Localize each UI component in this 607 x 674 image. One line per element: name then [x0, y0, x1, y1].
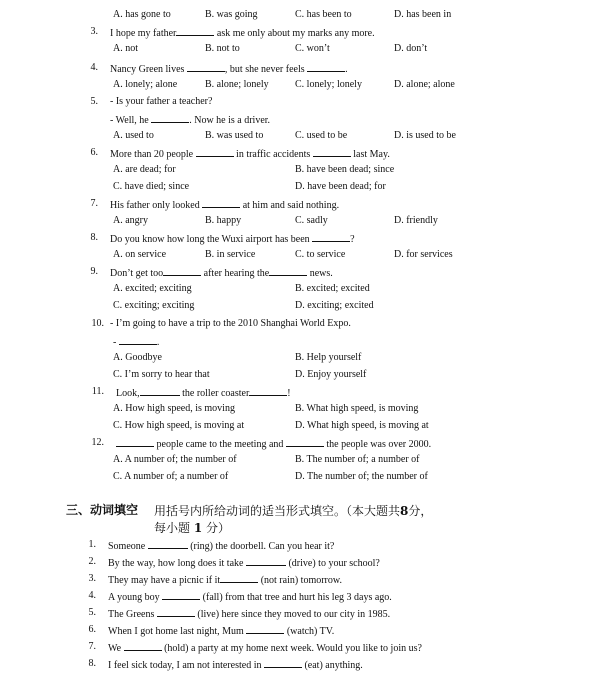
q5-option-d[interactable]: D. is used to be	[394, 130, 456, 141]
fill-item: They may have a picnic if it (not rain) tomorrow.	[108, 575, 342, 586]
q3-option-a[interactable]: A. not	[113, 43, 138, 54]
q12-option-c[interactable]: C. A number of; a number of	[113, 471, 229, 482]
q11-option-b[interactable]: B. What high speed, is moving	[295, 403, 419, 414]
q6-option-d[interactable]: D. have been dead; for	[295, 181, 386, 192]
answer-blank[interactable]	[286, 437, 324, 447]
answer-blank[interactable]	[124, 641, 162, 651]
q4-option-c[interactable]: C. lonely; lonely	[295, 79, 362, 90]
q10-option-d[interactable]: D. Enjoy yourself	[295, 369, 367, 380]
fill-number: 8.	[88, 658, 96, 669]
q3-option-c[interactable]: C. won’t	[295, 43, 330, 54]
question-number: 5.	[90, 96, 98, 107]
question-text: Don’t get too after hearing the news.	[110, 268, 333, 279]
q3-option-b[interactable]: B. not to	[205, 43, 240, 54]
fill-number: 5.	[88, 607, 96, 618]
question-number: 12.	[91, 437, 104, 448]
question-text: - I’m going to have a trip to the 2010 Shanghai World Expo.	[110, 318, 351, 329]
q11-option-c[interactable]: C. How high speed, is moving at	[113, 420, 245, 431]
answer-blank[interactable]	[187, 62, 225, 72]
fill-number: 2.	[88, 556, 96, 567]
q10-option-b[interactable]: B. Help yourself	[295, 352, 362, 363]
question-number: 10.	[91, 318, 104, 329]
question-text: Nancy Green lives , but she never feels .	[110, 64, 348, 75]
answer-blank[interactable]	[148, 539, 188, 549]
q6-option-c[interactable]: C. have died; since	[113, 181, 190, 192]
fill-item: A young boy (fall) from that tree and hurt his leg 3 days ago.	[108, 592, 392, 603]
section-instructions: 每小题 1 分）	[154, 521, 231, 535]
q8-option-b[interactable]: B. in service	[205, 249, 256, 260]
q4-option-d[interactable]: D. alone; alone	[394, 79, 455, 90]
q7-option-c[interactable]: C. sadly	[295, 215, 328, 226]
question-text: - Well, he . Now he is a driver.	[110, 115, 271, 126]
question-number: 3.	[90, 26, 98, 37]
question-number: 4.	[90, 62, 98, 73]
q5-option-b[interactable]: B. was used to	[205, 130, 264, 141]
answer-blank[interactable]	[307, 62, 345, 72]
q7-option-a[interactable]: A. angry	[113, 215, 148, 226]
answer-blank[interactable]	[220, 573, 258, 583]
q4-option-a[interactable]: A. lonely; alone	[113, 79, 178, 90]
answer-blank[interactable]	[246, 624, 284, 634]
question-number: 11.	[91, 386, 104, 397]
q9-option-c[interactable]: C. exciting; exciting	[113, 300, 195, 311]
q8-option-d[interactable]: D. for services	[394, 249, 453, 260]
q5-option-c[interactable]: C. used to be	[295, 130, 348, 141]
question-text: people came to the meeting and the people was over 2000.	[116, 437, 431, 451]
q8-option-a[interactable]: A. on service	[113, 249, 167, 260]
answer-blank[interactable]	[140, 386, 180, 396]
fill-item: We (hold) a party at my home next week. Would you like to join us?	[108, 643, 422, 654]
answer-blank[interactable]	[246, 556, 286, 566]
q12-option-b[interactable]: B. The number of; a number of	[295, 454, 420, 465]
q10-option-c[interactable]: C. I’m sorry to hear that	[113, 369, 210, 380]
fill-item: Someone (ring) the doorbell. Can you hear it?	[108, 541, 335, 552]
q6-option-b[interactable]: B. have been dead; since	[295, 164, 395, 175]
fill-item: When I got home last night, Mum (watch) TV.	[108, 626, 335, 637]
answer-blank[interactable]	[196, 147, 234, 157]
fill-item: The Greens (live) here since they moved to our city in 1985.	[108, 609, 391, 620]
question-number: 6.	[90, 147, 98, 158]
q10-option-a[interactable]: A. Goodbye	[113, 352, 162, 363]
q11-option-d[interactable]: D. What high speed, is moving at	[295, 420, 429, 431]
q9-option-b[interactable]: B. excited; excited	[295, 283, 370, 294]
question-text: More than 20 people in traffic accidents last May.	[110, 149, 390, 160]
answer-blank[interactable]	[202, 198, 240, 208]
section-title: 三、动词填空	[66, 503, 139, 517]
fill-number: 1.	[88, 539, 96, 550]
answer-blank[interactable]	[119, 335, 157, 345]
answer-blank[interactable]	[163, 266, 201, 276]
q12-option-a[interactable]: A. A number of; the number of	[113, 454, 237, 465]
q12-option-d[interactable]: D. The number of; the number of	[295, 471, 428, 482]
question-text: Do you know how long the Wuxi airport has been ?	[110, 234, 355, 245]
answer-blank[interactable]	[176, 26, 214, 36]
q3-option-d[interactable]: D. don’t	[394, 43, 428, 54]
fill-number: 6.	[88, 624, 96, 635]
answer-blank[interactable]	[162, 590, 200, 600]
question-text: Look, the roller coaster !	[116, 388, 291, 399]
answer-blank[interactable]	[313, 147, 351, 157]
q7-option-d[interactable]: D. friendly	[394, 215, 438, 226]
question-text: His father only looked at him and said nothing.	[110, 200, 340, 211]
q6-option-a[interactable]: A. are dead; for	[113, 164, 176, 175]
q2-option-c[interactable]: C. has been to	[295, 9, 352, 20]
q11-option-a[interactable]: A. How high speed, is moving	[113, 403, 235, 414]
answer-blank[interactable]	[157, 607, 195, 617]
fill-number: 7.	[88, 641, 96, 652]
q8-option-c[interactable]: C. to service	[295, 249, 346, 260]
answer-blank[interactable]	[269, 266, 307, 276]
question-number: 7.	[90, 198, 98, 209]
q4-option-b[interactable]: B. alone; lonely	[205, 79, 269, 90]
answer-blank[interactable]	[312, 232, 350, 242]
q5-option-a[interactable]: A. used to	[113, 130, 154, 141]
q2-option-b[interactable]: B. was going	[205, 9, 258, 20]
answer-blank[interactable]	[249, 386, 287, 396]
answer-blank[interactable]	[264, 658, 302, 668]
question-number: 9.	[90, 266, 98, 277]
section-instructions: 用括号内所给动词的适当形式填空。（本大题共8分，	[154, 504, 433, 518]
answer-blank[interactable]	[151, 113, 189, 123]
fill-item: By the way, how long does it take (drive) to your school?	[108, 558, 380, 569]
question-text: - .	[113, 337, 160, 348]
q7-option-b[interactable]: B. happy	[205, 215, 242, 226]
q9-option-d[interactable]: D. exciting; excited	[295, 300, 374, 311]
fill-item: I feel sick today, I am not interested in (eat) anything.	[108, 660, 363, 671]
question-number: 8.	[90, 232, 98, 243]
fill-number: 4.	[88, 590, 96, 601]
answer-blank[interactable]	[116, 437, 154, 447]
question-text: - Is your father a teacher?	[110, 96, 213, 107]
q2-option-a[interactable]: A. has gone to	[113, 9, 171, 20]
fill-number: 3.	[88, 573, 96, 584]
q2-option-d[interactable]: D. has been in	[394, 9, 452, 20]
question-text: I hope my father ask me only about my marks any more.	[110, 28, 375, 39]
q9-option-a[interactable]: A. excited; exciting	[113, 283, 192, 294]
